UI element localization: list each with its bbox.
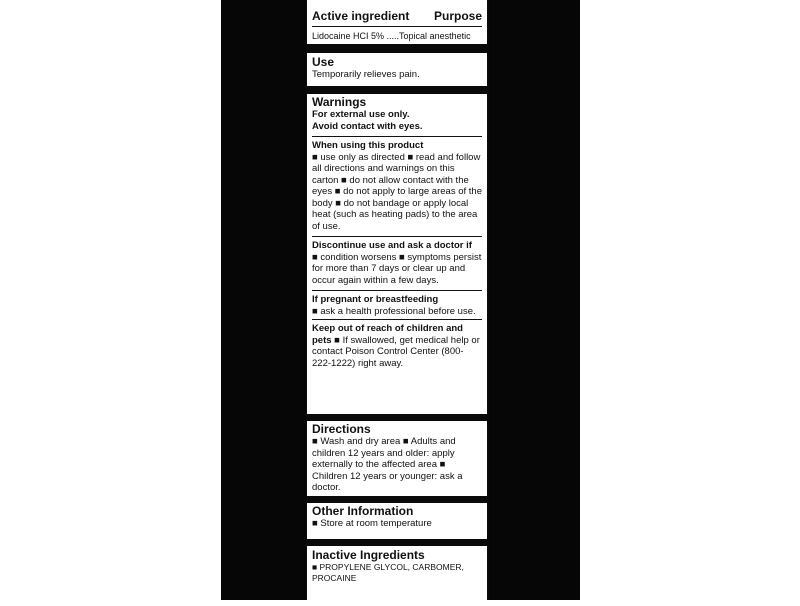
use-heading: Use <box>312 55 335 69</box>
warnings-heading: Warnings <box>312 95 367 109</box>
active-ingredient-heading: Active ingredient <box>312 9 410 23</box>
keep-out-heading: Keep out of reach of children and pets <box>312 323 463 346</box>
divider <box>312 319 482 320</box>
discontinue-text: ■ condition worsens ■ symptoms persist for more than 7 days or clear up and occur again within a few days. <box>312 251 482 286</box>
keep-out-block <box>312 323 482 369</box>
when-using-text: ■ use only as directed ■ read and follow all directions and warnings on this carton ■ do not allow contact with the eyes ■ do not apply to large areas of the body ■ do not bandage or apply local heat (such as heating pads) to the area of use. <box>312 151 482 232</box>
other-info-heading: Other Information <box>312 504 414 518</box>
divider <box>312 236 482 237</box>
pregnant-text: ■ ask a health professional before use. <box>312 305 476 317</box>
directions-text: ■ Wash and dry area ■ Adults and children 12 years and older: apply externally to the affected area ■ Children 12 years or younger: ask a doctor. <box>312 436 463 493</box>
directions-heading: Directions <box>312 422 371 436</box>
discontinue-heading: Discontinue use and ask a doctor if <box>312 240 472 251</box>
divider <box>312 136 482 137</box>
inactive-ingredients-panel <box>307 546 487 606</box>
other-info-text: ■ Store at room temperature <box>312 518 432 529</box>
purpose-heading: Purpose <box>433 9 482 23</box>
divider <box>312 26 482 27</box>
other-info-panel <box>307 503 487 539</box>
use-text: Temporarily relieves pain. <box>312 69 420 80</box>
keep-out-text: ■ If swallowed, get medical help or contact Poison Control Center (800-222-1222) right away. <box>312 334 480 369</box>
active-ingredient-panel <box>307 0 487 44</box>
directions-panel <box>307 421 487 496</box>
pregnant-heading: If pregnant or breastfeeding <box>312 294 439 305</box>
warnings-panel <box>307 94 487 414</box>
inactive-ingredients-text: ■ PROPYLENE GLYCOL, CARBOMER, PROCAINE <box>312 562 464 583</box>
avoid-eyes-text: Avoid contact with eyes. <box>312 120 423 132</box>
external-use-text: For external use only. <box>312 109 410 120</box>
inactive-ingredients-heading: Inactive Ingredients <box>312 548 425 562</box>
active-ingredient-line: Lidocaine HCI 5% .....Topical anesthetic <box>312 31 471 41</box>
use-panel <box>307 53 487 86</box>
divider <box>312 290 482 291</box>
when-using-heading: When using this product <box>312 140 424 151</box>
